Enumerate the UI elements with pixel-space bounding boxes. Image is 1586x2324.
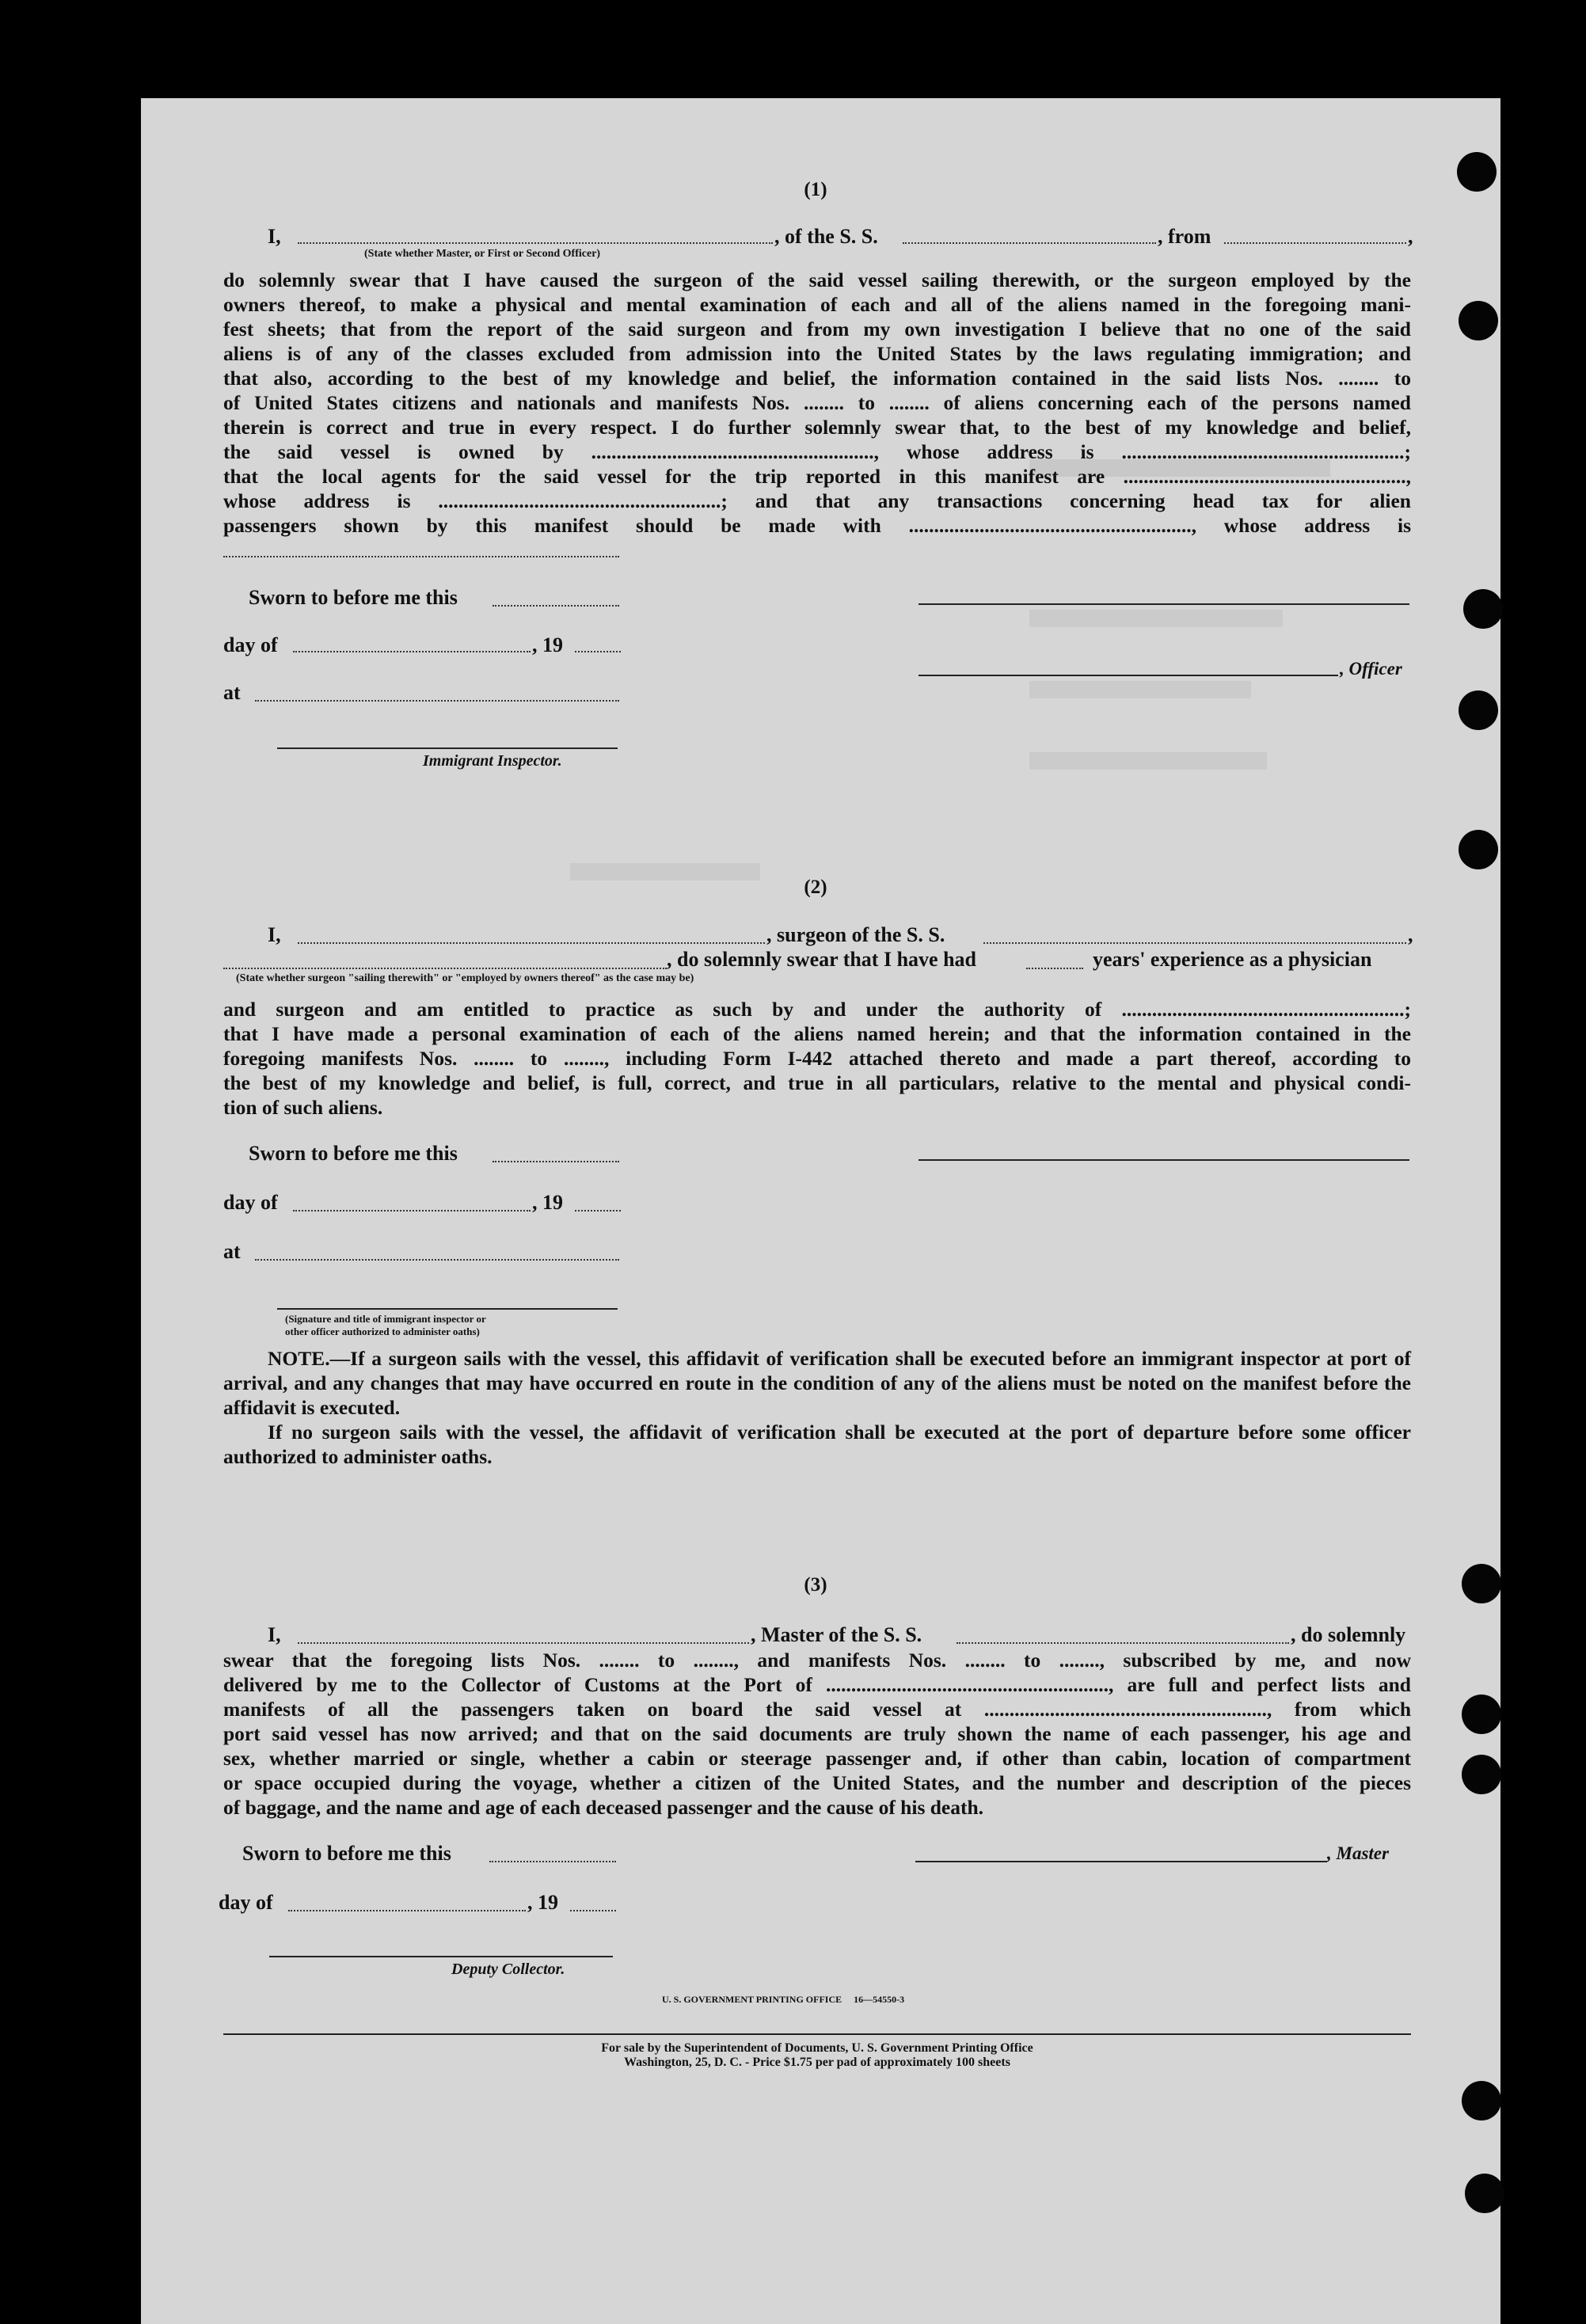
- s1-officer-hint: (State whether Master, or First or Second Officer): [364, 248, 601, 260]
- s2-blank-field[interactable]: [223, 968, 667, 969]
- s1-sworn-field[interactable]: [493, 605, 619, 607]
- s3-body-line: sex, whether married or single, whether a cabin or steerage passenger and, if other than cabin, location of compartment: [223, 1747, 1411, 1770]
- s1-body-line: therein is correct and true in every respect. I do further solemnly swear that, to the best of my knowledge and belief,: [223, 416, 1411, 439]
- s3-deputy-caption: Deputy Collector.: [451, 1961, 565, 1978]
- punch-hole-9: [1462, 2081, 1501, 2121]
- section-2-number: (2): [804, 877, 827, 898]
- punch-hole-4: [1459, 690, 1498, 730]
- s2-body-line: foregoing manifests Nos. ........ to ........, including Form I-442 attached thereto and made a part thereof, according to: [223, 1047, 1411, 1070]
- s3-year-label: , 19: [527, 1891, 558, 1914]
- s3-master-of-label: , Master of the S. S.: [751, 1623, 922, 1646]
- s2-note-2: If no surgeon sails with the vessel, the affidavit of verification shall be executed at the port of departure before some officer authorized to administer oaths.: [223, 1421, 1411, 1468]
- s2-body-line: that I have made a personal examination of each of the aliens named herein; and that the information contained in the: [223, 1022, 1411, 1045]
- s3-sworn-label: Sworn to before me this: [242, 1842, 451, 1865]
- s1-body-line: that also, according to the best of my knowledge and belief, the information contained in the said lists Nos. ........ to: [223, 367, 1411, 390]
- section-3-number: (3): [804, 1574, 827, 1596]
- s2-at-label: at: [223, 1240, 241, 1263]
- sale-notice-2: Washington, 25, D. C. - Price $1.75 per pad of approximately 100 sheets: [624, 2056, 1010, 2069]
- s1-signature-line[interactable]: [919, 603, 1409, 605]
- s1-year-field[interactable]: [575, 651, 621, 652]
- s2-comma: ,: [1408, 923, 1413, 946]
- s1-officer-caption: , Officer: [1340, 659, 1402, 679]
- s3-master-caption: , Master: [1327, 1843, 1389, 1863]
- s2-at-field[interactable]: [255, 1259, 619, 1261]
- footer-rule: [223, 2033, 1411, 2035]
- s1-day-label: day of: [223, 633, 278, 656]
- s1-from-label: , from: [1158, 225, 1211, 248]
- punch-hole-3: [1463, 589, 1503, 629]
- s1-at-label: at: [223, 681, 241, 704]
- punch-hole-1: [1457, 152, 1497, 192]
- s1-body-line: of United States citizens and nationals and manifests Nos. ........ to ........ of aliens concerning each of the persons named: [223, 391, 1411, 414]
- s1-body-line: the said vessel is owned by ........................................................, whose address is ........................................................;: [223, 440, 1411, 463]
- s3-master-signature-line[interactable]: [915, 1861, 1327, 1862]
- s1-body-line: do solemnly swear that I have caused the surgeon of the said vessel sailing therewith, or the surgeon employed by the: [223, 268, 1411, 291]
- s3-sworn-field[interactable]: [489, 1861, 616, 1862]
- s2-body-line: and surgeon and am entitled to practice as such by and under the authority of ........................................................;: [223, 998, 1411, 1021]
- s2-surgeon-name-field[interactable]: [298, 942, 765, 944]
- s3-master-name-field[interactable]: [298, 1642, 749, 1644]
- s2-sworn-field[interactable]: [493, 1161, 619, 1162]
- s2-swear-label: , do solemnly swear that I have had: [667, 948, 977, 971]
- bleed-through-band-3: [1029, 681, 1251, 698]
- s2-surgeon-of-label: , surgeon of the S. S.: [766, 923, 945, 946]
- punch-hole-7: [1462, 1695, 1501, 1734]
- s3-body-line: swear that the foregoing lists Nos. ........ to ........, and manifests Nos. ........ to ........, subscribed by me, and now: [223, 1649, 1411, 1672]
- s1-body-line: aliens is of any of the classes excluded from admission into the United States by the laws regulating immigration; and: [223, 342, 1411, 365]
- s1-year-label: , 19: [532, 633, 563, 656]
- s2-surgeon-hint: (State whether surgeon "sailing therewith" or "employed by owners thereof" as the case may be): [236, 972, 694, 984]
- s1-body-line: that the local agents for the said vessel for the trip reported in this manifest are ........................................................,: [223, 465, 1411, 488]
- s3-i-label: I,: [268, 1623, 281, 1646]
- section-1-number: (1): [804, 179, 827, 200]
- s2-vessel-field[interactable]: [983, 942, 1406, 944]
- punch-hole-8: [1462, 1755, 1501, 1794]
- s1-officer-field[interactable]: [298, 242, 773, 244]
- s1-officer-line[interactable]: [919, 675, 1338, 676]
- punch-hole-10: [1465, 2174, 1504, 2213]
- punch-hole-2: [1459, 301, 1498, 340]
- s2-year-label: , 19: [532, 1191, 563, 1214]
- s2-day-field[interactable]: [293, 1210, 531, 1211]
- s1-of-ss-label: , of the S. S.: [774, 225, 878, 248]
- s2-body-line: the best of my knowledge and belief, is full, correct, and true in all particulars, relative to the mental and physical condi-: [223, 1071, 1411, 1094]
- s2-sworn-label: Sworn to before me this: [249, 1142, 458, 1165]
- s2-inspector-line[interactable]: [277, 1308, 618, 1310]
- bleed-through-band-4: [1029, 752, 1267, 770]
- s3-day-field[interactable]: [288, 1910, 526, 1911]
- s3-body-line: port said vessel has now arrived; and that on the said documents are truly shown the name of each passenger, his age and: [223, 1722, 1411, 1745]
- s3-day-label: day of: [219, 1891, 273, 1914]
- s2-year-field[interactable]: [575, 1210, 621, 1211]
- s3-body-line: of baggage, and the name and age of each deceased passenger and the cause of his death.: [223, 1796, 984, 1819]
- s1-from-field[interactable]: [1224, 242, 1406, 244]
- s1-inspector-caption: Immigrant Inspector.: [423, 752, 562, 770]
- s2-sig-caption-2: other officer authorized to administer oaths): [285, 1326, 480, 1337]
- s1-address-field[interactable]: [223, 556, 619, 557]
- s1-body-line: whose address is ........................................................; and that any transactions concerning head tax for alien: [223, 489, 1411, 512]
- s2-years-label: years' experience as a physician: [1093, 948, 1372, 971]
- s1-comma: ,: [1408, 225, 1413, 248]
- s3-year-field[interactable]: [570, 1910, 616, 1911]
- s1-body-line: passengers shown by this manifest should be made with ........................................................, whose address is: [223, 514, 1411, 537]
- bleed-through-band-2: [1029, 610, 1283, 627]
- s1-sworn-label: Sworn to before me this: [249, 586, 458, 609]
- s3-do-solemnly-label: , do solemnly: [1291, 1623, 1406, 1646]
- s1-inspector-line[interactable]: [277, 747, 618, 749]
- s2-day-label: day of: [223, 1191, 278, 1214]
- s1-body-line: owners thereof, to make a physical and mental examination of each and all of the aliens named in the foregoing mani-: [223, 293, 1411, 316]
- punch-hole-5: [1459, 830, 1498, 869]
- s2-note-1: NOTE.—If a surgeon sails with the vessel, this affidavit of verification shall be executed before an immigrant inspector at port of arrival, and any changes that may have occurred en route in the condition of any of the aliens must be noted on the manifest before the affidavit is executed.: [223, 1347, 1411, 1419]
- s2-body-line: tion of such aliens.: [223, 1096, 383, 1119]
- s3-body-line: or space occupied during the voyage, whether a citizen of the United States, and the number and description of the pieces: [223, 1771, 1411, 1794]
- s3-vessel-field[interactable]: [957, 1642, 1289, 1644]
- s3-body-line: manifests of all the passengers taken on board the said vessel at ........................................................, from which: [223, 1698, 1411, 1721]
- s1-i-label: I,: [268, 225, 281, 248]
- s1-body-line: fest sheets; that from the report of the said surgeon and from my own investigation I believe that no one of the said: [223, 318, 1411, 340]
- s2-i-label: I,: [268, 923, 281, 946]
- gpo-imprint: U. S. GOVERNMENT PRINTING OFFICE 16—54550-3: [662, 1994, 905, 2005]
- sale-notice-1: For sale by the Superintendent of Documents, U. S. Government Printing Office: [601, 2041, 1033, 2055]
- bleed-through-band-5: [570, 863, 760, 881]
- s2-signature-line[interactable]: [919, 1159, 1409, 1161]
- s3-body-line: delivered by me to the Collector of Customs at the Port of ........................................................, are full and perfect lists and: [223, 1673, 1411, 1696]
- s1-vessel-field[interactable]: [903, 242, 1156, 244]
- s2-sig-caption-1: (Signature and title of immigrant inspector or: [285, 1313, 486, 1325]
- punch-hole-6: [1462, 1564, 1501, 1603]
- s2-years-field[interactable]: [1026, 968, 1083, 969]
- s1-at-field[interactable]: [255, 700, 619, 702]
- s1-day-field[interactable]: [293, 651, 531, 652]
- s3-deputy-line[interactable]: [269, 1956, 613, 1957]
